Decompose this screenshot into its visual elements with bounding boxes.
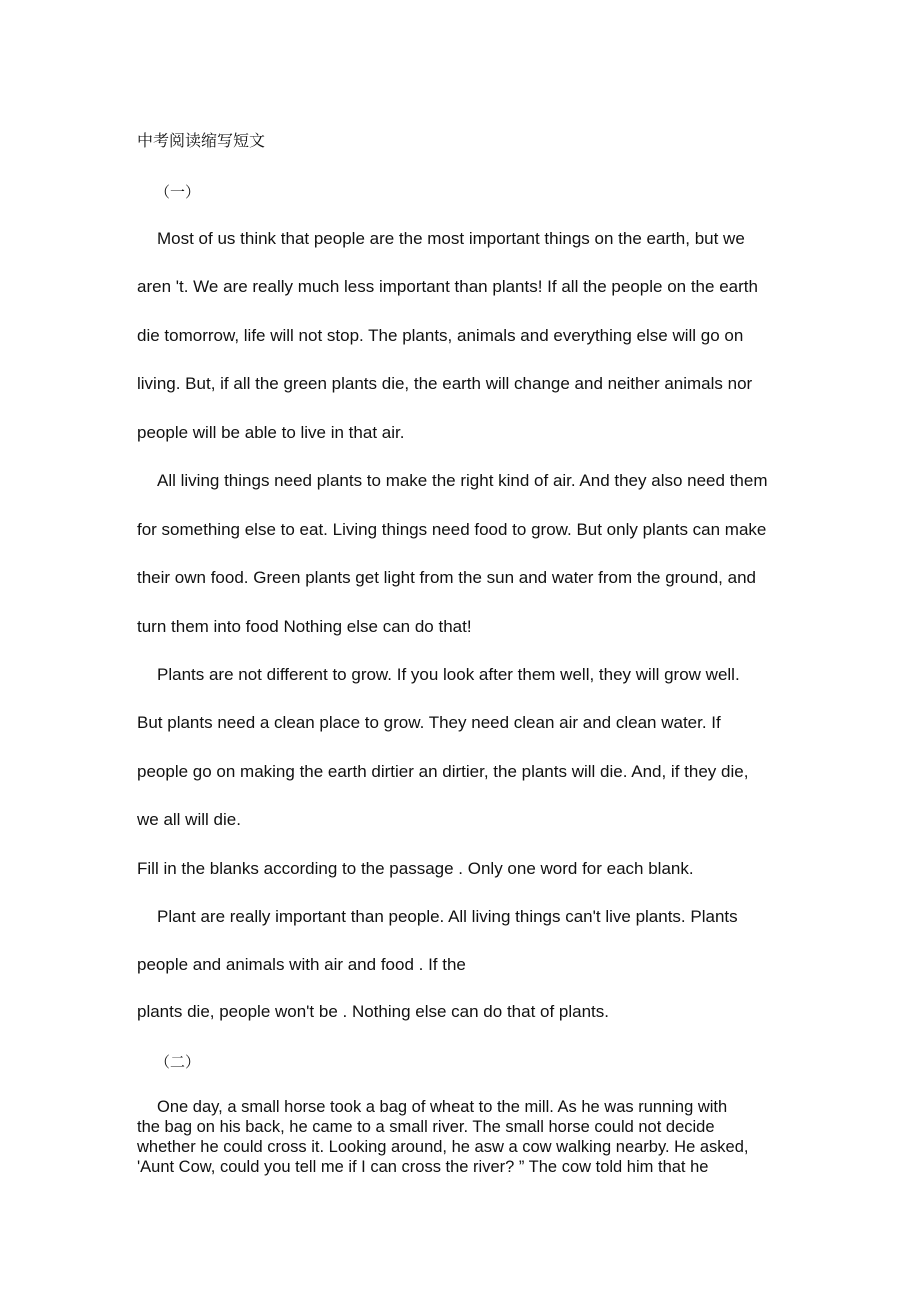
paragraph-line: people go on making the earth dirtier an dirtier, the plants will die. And, if they die, (137, 762, 749, 781)
section-heading-1: （一） (155, 183, 201, 201)
document-title: 中考阅读缩写短文 (137, 131, 266, 150)
cloze-line: Plant are really important than people. All living things can't live plants. Plants (157, 907, 738, 926)
paragraph-line: living. But, if all the green plants die, the earth will change and neither animals nor (137, 374, 753, 393)
paragraph-line: for something else to eat. Living things need food to grow. But only plants can make (137, 520, 767, 539)
cloze-line: plants die, people won't be . Nothing else can do that of plants. (137, 1002, 610, 1021)
paragraph-line: we all will die. (137, 810, 241, 829)
paragraph-line: aren 't. We are really much less important than plants! If all the people on the earth (137, 277, 758, 296)
paragraph-line: But plants need a clean place to grow. They need clean air and clean water. If (137, 713, 721, 732)
paragraph-line: 'Aunt Cow, could you tell me if I can cross the river? ” The cow told him that he (137, 1158, 709, 1176)
paragraph-line: people will be able to live in that air. (137, 423, 405, 442)
paragraph-line: Plants are not different to grow. If you look after them well, they will grow well. (157, 665, 740, 684)
paragraph-line: die tomorrow, life will not stop. The plants, animals and everything else will go on (137, 326, 744, 345)
paragraph-line: One day, a small horse took a bag of wheat to the mill. As he was running with (157, 1098, 728, 1116)
paragraph-line: their own food. Green plants get light from the sun and water from the ground, and (137, 568, 756, 587)
paragraph-line: the bag on his back, he came to a small river. The small horse could not decide (137, 1118, 715, 1136)
paragraph-line: All living things need plants to make the right kind of air. And they also need them (157, 471, 768, 490)
instruction-line: Fill in the blanks according to the passage . Only one word for each blank. (137, 859, 694, 878)
cloze-line: people and animals with air and food . If the (137, 955, 466, 974)
section-heading-2: （二） (155, 1053, 201, 1071)
paragraph-line: Most of us think that people are the most important things on the earth, but we (157, 229, 745, 248)
paragraph-line: whether he could cross it. Looking around, he asw a cow walking nearby. He asked, (137, 1138, 749, 1156)
paragraph-line: turn them into food Nothing else can do that! (137, 617, 472, 636)
